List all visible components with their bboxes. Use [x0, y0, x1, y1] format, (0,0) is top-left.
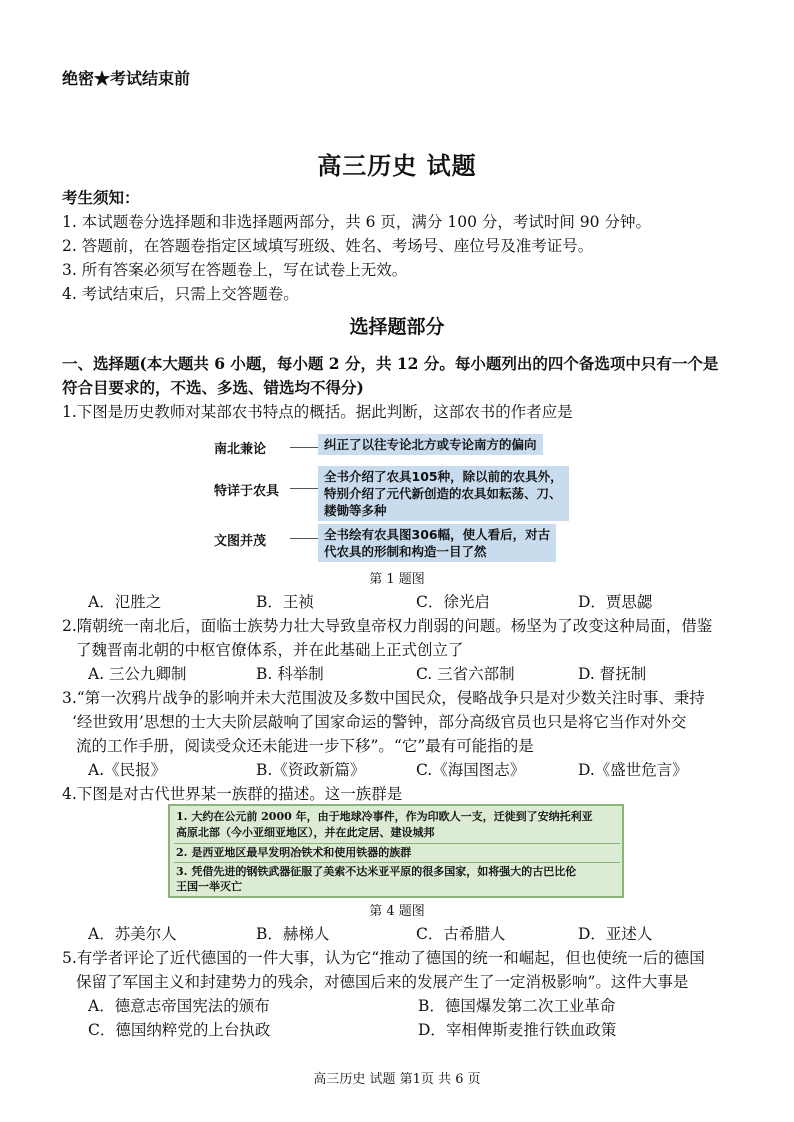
- notice-heading: 考生须知：: [62, 188, 140, 207]
- figure-row-label: 特详于农具: [214, 484, 280, 499]
- figure-divider: [174, 843, 620, 844]
- question-2-options: [62, 662, 742, 686]
- option-b[interactable]: B．赫梯人: [256, 925, 330, 943]
- question-4-figure: [168, 804, 624, 898]
- option-c[interactable]: C. 三省六部制: [416, 665, 515, 683]
- section-title: 选择题部分: [349, 316, 445, 338]
- figure-row-text: 代农具的形制和构造一目了然: [324, 544, 487, 559]
- question-4-options: [62, 922, 742, 946]
- notice-item: 3. 所有答案必须写在答题卷上，写在试卷上无效。: [62, 261, 408, 279]
- figure-row-box: [318, 524, 556, 562]
- figure-row-box: [318, 466, 569, 521]
- question-1-stem: 1.下图是历史教师对某部农书特点的概括。据此判断，这部农书的作者应是: [62, 403, 573, 421]
- page-title: 高三历史 试题: [317, 151, 477, 180]
- option-a[interactable]: A．德意志帝国宪法的颁布: [88, 997, 270, 1015]
- option-b[interactable]: B.《资政新篇》: [256, 761, 366, 779]
- option-b[interactable]: B. 科举制: [256, 665, 324, 683]
- question-3-options: [62, 758, 742, 782]
- option-c[interactable]: C．徐光启: [416, 593, 490, 611]
- figure-row-text: 全书绘有农具图306幅，使人看后，对古: [324, 527, 551, 542]
- option-d[interactable]: D．贾思勰: [578, 593, 653, 611]
- figure-line: 高原北部（今小亚细亚地区），并在此定居、建设城邦: [176, 826, 435, 839]
- question-2-stem: 2.隋朝统一南北后，面临士族势力壮大导致皇帝权力削弱的问题。杨坚为了改变这种局面，借鉴: [62, 617, 713, 635]
- question-1-options: [62, 590, 742, 614]
- notice-item: 4. 考试结束后，只需上交答题卷。: [62, 285, 299, 303]
- figure-line: 3. 凭借先进的钢铁武器征服了美索不达米亚平原的很多国家，如将强大的古巴比伦: [176, 865, 577, 878]
- page-footer: 高三历史 试题 第1页 共 6 页: [313, 1072, 481, 1087]
- figure-divider: [174, 862, 620, 863]
- question-5-stem: 5.有学者评论了近代德国的一件大事，认为它“推动了德国的统一和崛起，但也使统一后的德国: [62, 949, 705, 967]
- figure-row-label: 文图并茂: [214, 534, 267, 549]
- figure-row-text: 特别介绍了元代新创造的农具如耘荡、刀、: [324, 486, 562, 501]
- option-b[interactable]: B．王祯: [256, 593, 314, 611]
- question-3-stem: ‘经世致用’思想的士大夫阶层敲响了国家命运的警钟，部分高级官员也只是将它当作对外交: [72, 713, 687, 731]
- question-5-options: [62, 994, 742, 1018]
- section-instruction: 符合目要求的，不选、多选、错选均不得分): [62, 378, 364, 397]
- confidential-mark: 绝密★考试结束前: [62, 69, 191, 88]
- option-c[interactable]: C.《海国图志》: [416, 761, 526, 779]
- question-3-stem: 3.“第一次鸦片战争的影响并未大范围波及多数中国民众，侵略战争只是对少数关注时事、秉持: [62, 689, 705, 707]
- figure-row-text: 全书介绍了农具105种，除以前的农具外，: [324, 469, 563, 484]
- option-b[interactable]: B．德国爆发第二次工业革命: [418, 997, 616, 1015]
- option-c[interactable]: C．德国纳粹党的上台执政: [88, 1021, 271, 1039]
- option-d[interactable]: D.《盛世危言》: [578, 761, 688, 779]
- option-a[interactable]: A.《民报》: [88, 761, 167, 779]
- option-a[interactable]: A．苏美尔人: [88, 925, 177, 943]
- figure-row-text: 纠正了以往专论北方或专论南方的偏向: [324, 437, 537, 452]
- question-5-options: [62, 1018, 742, 1042]
- figure-row-text: 耧锄等多种: [324, 503, 387, 518]
- figure-row-box: [318, 434, 543, 455]
- question-2-stem: 了魏晋南北朝的中枢官僚体系，并在此基础上正式创立了: [76, 641, 464, 659]
- figure-line: 2. 是西亚地区最早发明冶铁术和使用铁器的族群: [176, 846, 412, 859]
- question-1-figure: [214, 430, 574, 566]
- figure-row-label: 南北兼论: [214, 442, 267, 457]
- option-d[interactable]: D．宰相俾斯麦推行铁血政策: [418, 1021, 617, 1039]
- question-3-stem: 流的工作手册，阅读受众还未能进一步下移”。“它”最有可能指的是: [76, 737, 534, 755]
- figure-caption: 第 4 题图: [369, 904, 425, 919]
- section-instruction: 一、选择题(本大题共 6 小题，每小题 2 分，共 12 分。每小题列出的四个备选项中只有一个是: [62, 354, 719, 373]
- figure-line: 王国一举灭亡: [176, 880, 242, 893]
- option-a[interactable]: A. 三公九卿制: [88, 665, 187, 683]
- option-a[interactable]: A．氾胜之: [88, 593, 162, 611]
- question-4-stem: 4.下图是对古代世界某一族群的描述。这一族群是: [62, 785, 403, 803]
- figure-caption: 第 1 题图: [369, 572, 425, 587]
- option-d[interactable]: D. 督抚制: [578, 665, 647, 683]
- figure-line: 1. 大约在公元前 2000 年，由于地球冷事件，作为印欧人一支，迁徙到了安纳托利亚: [176, 810, 593, 823]
- option-d[interactable]: D．亚述人: [578, 925, 653, 943]
- notice-item: 2. 答题前，在答题卷指定区域填写班级、姓名、考场号、座位号及准考证号。: [62, 237, 594, 255]
- option-c[interactable]: C．古希腊人: [416, 925, 506, 943]
- notice-item: 1. 本试题卷分选择题和非选择题两部分，共 6 页，满分 100 分，考试时间 90 分钟。: [62, 213, 651, 231]
- question-5-stem: 保留了军国主义和封建势力的残余，对德国后来的发展产生了一定消极影响”。这件大事是: [76, 973, 689, 991]
